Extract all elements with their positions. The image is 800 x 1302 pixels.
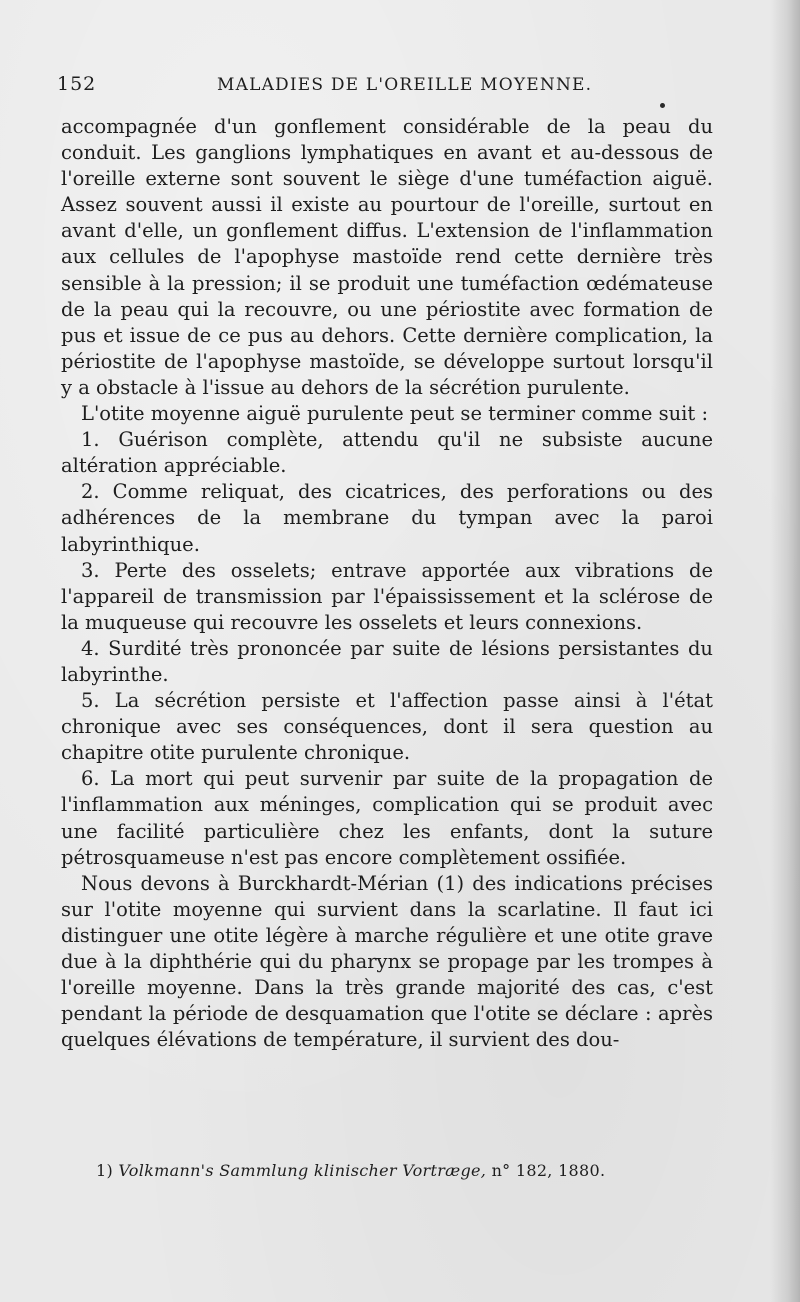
paragraph-scarlatine: Nous devons à Burckhardt-Mérian (1) des indications précises sur l'otite moyenne qui survient dans la scarlatine. Il faut ici distinguer une otite légère à marche régulière et une otite grave due à la diphthérie qui du pharynx se propage par les trompes à l'oreille moyenne. Dans la très grande majorité des cas, c'est pendant la période de desquamation que l'otite se déclare : après quelques élévations de température, il survient des dou-	[61, 871, 713, 1052]
paragraph-continuation: accompagnée d'un gonflement considérable de la peau du conduit. Les ganglions lymphatiques en avant et au-dessous de l'oreille externe sont souvent le siège d'une tuméfaction aiguë. Assez souvent aussi il existe au pourtour de l'oreille, surtout en avant d'elle, un gonflement diffus. L'extension de l'inflammation aux cellules de l'apophyse mastoïde rend cette dernière très sensible à la pression; il se produit une tuméfaction œdémateuse de la peau qui la recouvre, ou une périostite avec formation de pus et issue de ce pus au dehors. Cette dernière complication, la périostite de l'apophyse mastoïde, se développe surtout lorsqu'il y a obstacle à l'issue au dehors de la sécrétion purulente.	[61, 115, 713, 399]
list-item-4: 4. Surdité très prononcée par suite de lésions persistantes du labyrinthe.	[61, 636, 713, 686]
list-item-5: 5. La sécrétion persiste et l'affection passe ainsi à l'état chronique avec ses conséquences, dont il sera question au chapitre otite purulente chronique.	[61, 689, 713, 765]
paragraph-intro: L'otite moyenne aiguë purulente peut se terminer comme suit :	[81, 402, 709, 426]
list-item-3: 3. Perte des osselets; entrave apportée aux vibrations de l'appareil de transmission par l'épaississement et la sclérose de la muqueuse qui recouvre les osselets et leurs connexions.	[61, 558, 713, 634]
running-head: MALADIES DE L'OREILLE MOYENNE.	[217, 75, 593, 95]
footnote	[96, 1161, 696, 1181]
page-header	[57, 73, 715, 103]
body-text	[61, 114, 713, 1053]
page-edge-shadow	[770, 0, 800, 1302]
list-item-1: 1. Guérison complète, attendu qu'il ne subsiste aucune altération appréciable.	[61, 428, 713, 478]
footnote-marker: 1)	[96, 1161, 114, 1180]
footnote-details: n° 182, 1880.	[491, 1161, 606, 1180]
list-item-6: 6. La mort qui peut survenir par suite de la propagation de l'inflammation aux méninges, complication qui se produit avec une facilité particulière chez les enfants, dont la suture pétrosquameuse n'est pas encore complètement ossifiée.	[61, 767, 713, 869]
footnote-title: Volkmann's Sammlung klinischer Vortræge,	[118, 1161, 487, 1180]
ink-dot	[660, 103, 665, 108]
page-number: 152	[57, 73, 97, 95]
list-item-2: 2. Comme reliquat, des cicatrices, des perforations ou des adhérences de la membrane du tympan avec la paroi labyrinthique.	[61, 480, 713, 556]
